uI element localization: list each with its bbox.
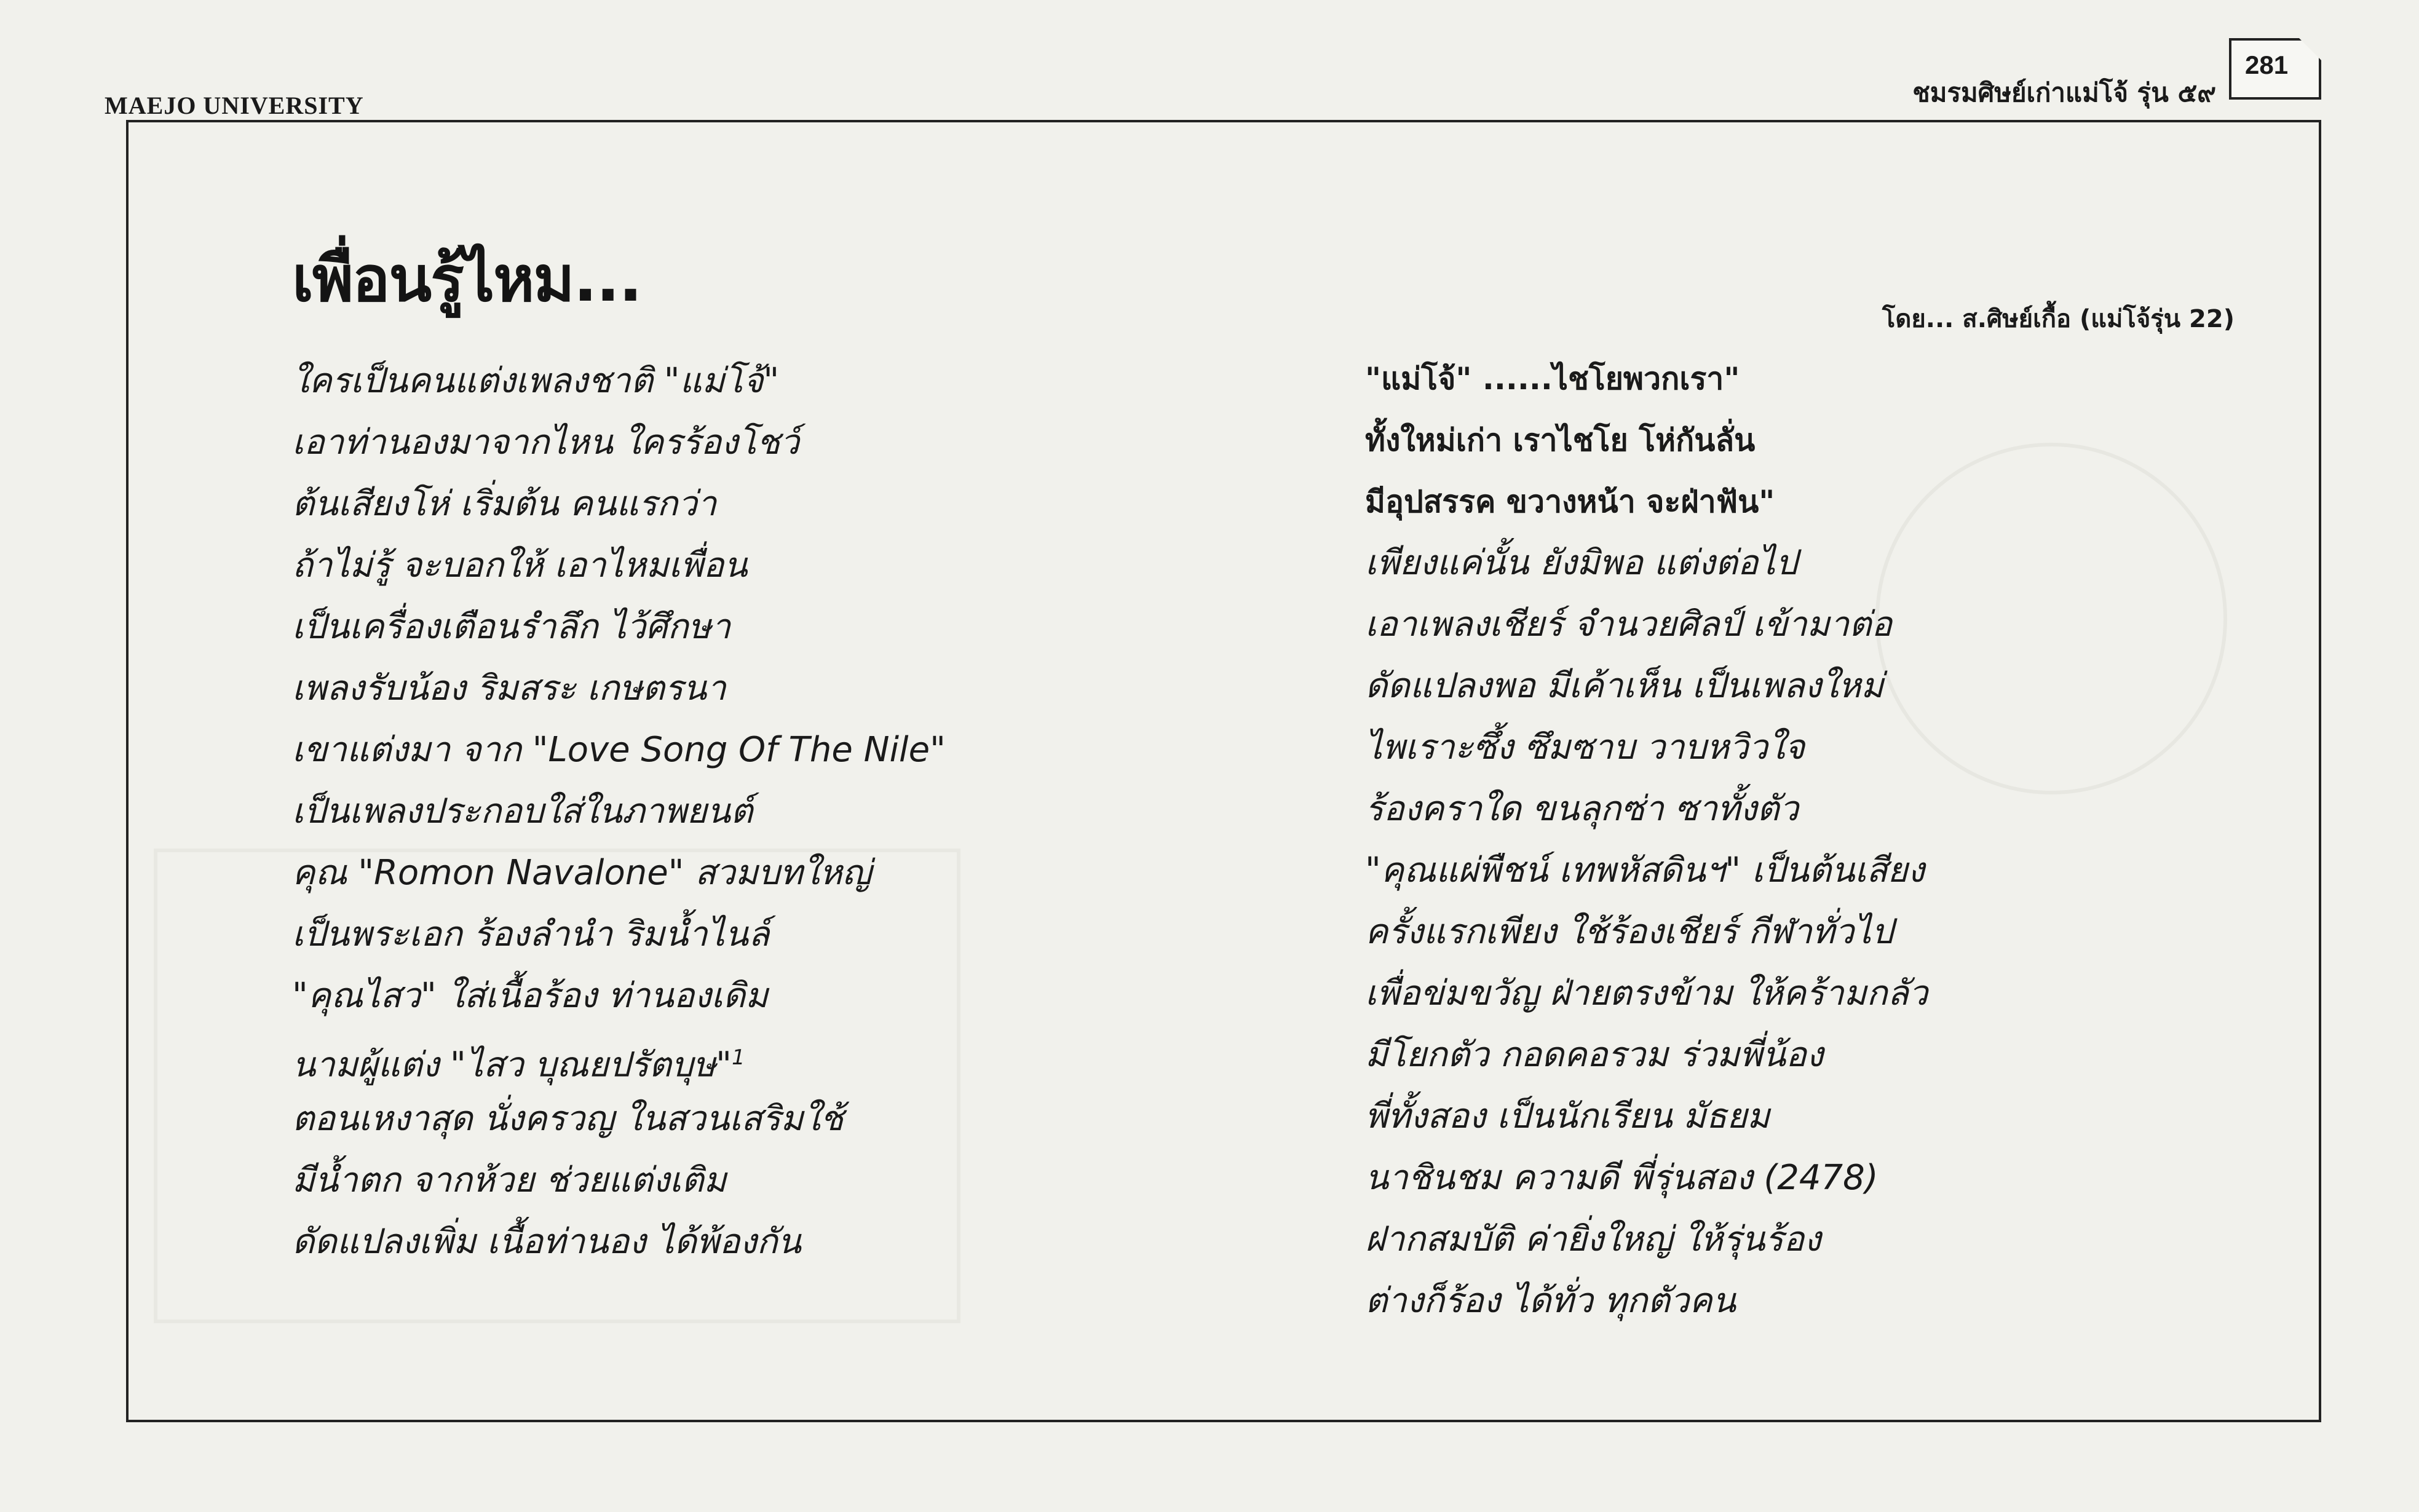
article-title: เพื่อนรู้ไหม... (292, 243, 641, 316)
poem-line: ตอนเหงาสุด นั่งครวญ ในสวนเสริมใช้ (292, 1099, 844, 1139)
page-number-box (2229, 38, 2321, 100)
poem-line-with-footnote (292, 1027, 946, 1088)
poem-line: เป็นเครื่องเตือนรำลึก ไว้ศึกษา (292, 607, 731, 647)
poem-line: นาชินชม ความดี พี่รุ่นสอง (2478) (1365, 1158, 1879, 1198)
poem-line: ใครเป็นคนแต่งเพลงชาติ "แม่โจ้" (292, 361, 780, 401)
poem-line-bold: ทั้งใหม่เก่า เราไชโย โห่กันลั่น (1365, 422, 1756, 458)
poem-line: เพียงแค่นั้น ยังมิพอ แต่งต่อไป (1365, 543, 1798, 583)
page-number: 281 (2245, 50, 2289, 79)
poem-line: ต้นเสียงโห่ เริ่มต้น คนแรกว่า (292, 484, 717, 524)
poem-line: ดัดแปลงเพิ่ม เนื้อท่านอง ได้พ้องกัน (292, 1222, 801, 1262)
background-seal-ghost (1875, 443, 2227, 794)
poem-line: คุณ "Romon Navalone" สวมบทใหญ่ (292, 853, 872, 893)
poem-line: ต่างก็ร้อง ได้ทั่ว ทุกตัวคน (1365, 1281, 1736, 1321)
poem-left-column (292, 350, 946, 1273)
poem-line: ดัดแปลงพอ มีเค้าเห็น เป็นเพลงใหม่ (1365, 666, 1884, 706)
poem-line: เอาเพลงเชียร์ จำนวยศิลป์ เข้ามาต่อ (1365, 604, 1893, 644)
poem-line: เขาแต่งมา จาก "Love Song Of The Nile" (292, 730, 946, 770)
poem-line: ครั้งแรกเพียง ใช้ร้องเชียร์ กีฬาทั่วไป (1365, 912, 1893, 952)
poem-line: เพลงรับน้อง ริมสระ เกษตรนา (292, 668, 726, 708)
poem-line: เอาท่านองมาจากไหน ใครร้องโชว์ (292, 422, 799, 462)
page-corner-fold (2299, 38, 2321, 60)
poem-line-text: นามผู้แต่ง "ไสว บุณยปรัตบุษ" (292, 1045, 732, 1085)
header-left: MAEJO UNIVERSITY (105, 92, 364, 119)
poem-line-bold: "แม่โจ้" ......ไชโยพวกเรา" (1365, 361, 1740, 397)
poem-line: เป็นเพลงประกอบใส่ในภาพยนต์ (292, 791, 753, 831)
poem-line: เพื่อข่มขวัญ ฝ่ายตรงข้าม ให้คร้ามกลัว (1365, 973, 1928, 1013)
header-right: ชมรมศิษย์เก่าแม่โจ้ รุ่น ๕๙ (1912, 77, 2216, 108)
poem-line: ร้องคราใด ขนลุกซ่า ซาทั้งตัว (1365, 789, 1799, 829)
poem-line: ไพเราะซึ้ง ซึมซาบ วาบหวิวใจ (1365, 727, 1805, 767)
poem-line: มีน้ำตก จากห้วย ช่วยแต่งเติม (292, 1160, 727, 1200)
poem-line: ฝากสมบัติ ค่ายิ่งใหญ่ ให้รุ่นร้อง (1365, 1219, 1821, 1259)
article-author: โดย... ส.ศิษย์เกื้อ (แม่โจ้รุ่น 22) (1882, 305, 2235, 333)
poem-line-bold: มีอุปสรรค ขวางหน้า จะฝ่าฟัน" (1365, 484, 1775, 520)
poem-line: มีโยกตัว กอดคอรวม ร่วมพี่น้อง (1365, 1035, 1824, 1075)
poem-line: เป็นพระเอก ร้องลำนำ ริมน้ำไนล์ (292, 914, 770, 954)
poem-line: พี่ทั้งสอง เป็นนักเรียน มัธยม (1365, 1096, 1770, 1136)
poem-right-column (1365, 348, 1928, 1332)
poem-line: "คุณแผ่พืชน์ เทพหัสดินฯ" เป็นต้นเสียง (1365, 850, 1925, 890)
poem-line: ถ้าไม่รู้ จะบอกให้ เอาไหมเพื่อน (292, 545, 748, 585)
poem-line: "คุณไสว" ใส่เนื้อร้อง ท่านองเดิม (292, 976, 768, 1016)
footnote-mark: 1 (731, 1045, 745, 1070)
